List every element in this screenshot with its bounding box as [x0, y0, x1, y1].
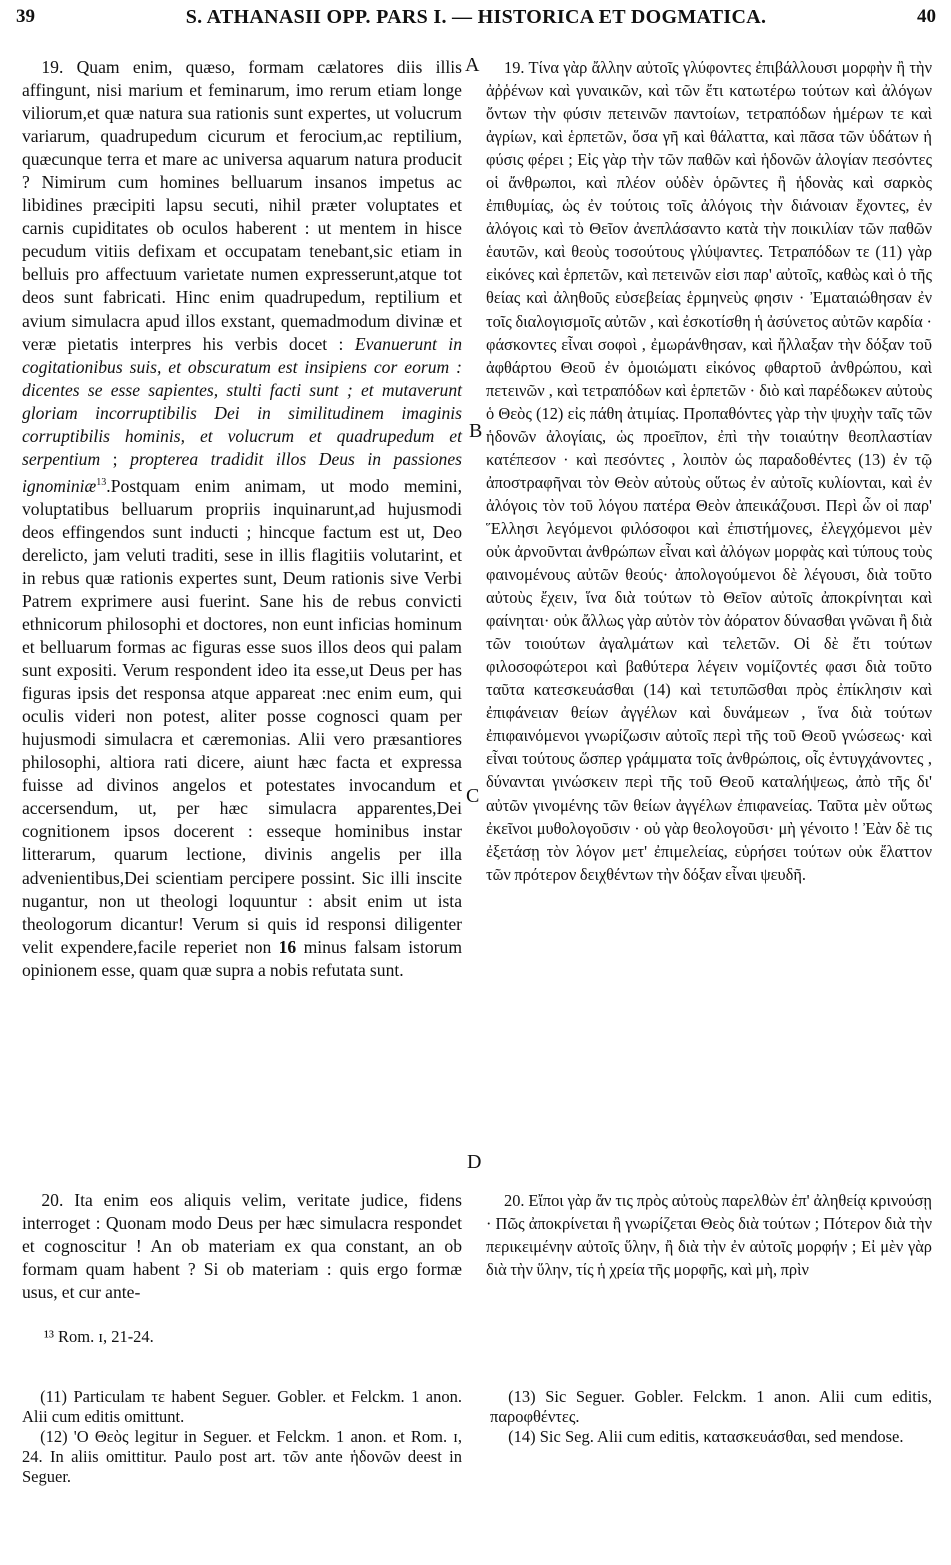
latin-paragraph-20: 20. Ita enim eos aliquis velim, veritate judice, fidens interroget : Quonam modo Deus per hæc simulacra respondet et cognoscitur ! An ob materiam ex qua constant, an ob formam quam habent ? Si ob materiam : quis ergo formæ usus, et cur ante-	[22, 1190, 462, 1303]
footnotes-left	[22, 1387, 462, 1487]
latin-quotation: propterea tradidit illos Deus in passiones ignominiæ	[22, 448, 462, 496]
footnotes-right	[490, 1387, 932, 1447]
footnote-13-variant: (13) Sic Seguer. Gobler. Felckm. 1 anon. Alii cum editis, παροφθέντες.	[490, 1387, 932, 1426]
latin-text: 19. Quam enim, quæso, formam cælatores diis illis affingunt, nisi marium et feminarum, imo rerum etiam longe viliorum,et quæ natura sua rationis sunt expertes, ut volucrum variarum, quadrupedum cicurum et ferocium,ac reptilium, quæcunque terra et mare ac universa aquarum natura producit ? Nimirum cum homines belluarum insanos impetus ac libidines præcipiti lapsu secuti, nihil præter voluptates et carnis cupiditates ob oculos haberent : ut mentem in hisce pecudum vitiis defixam et occupatam tenebant,sic etiam in belluis pro affectuum varietate numen expresserunt,atque tot deos sunt fabricati. Hinc enim quadrupedum, reptilium et avium simulacra apud illos exstant, quemadmodum divinæ et veræ pietatis interpres his verbis docet :	[22, 57, 462, 354]
margin-marker-c: C	[466, 785, 480, 807]
latin-text: minus falsam istorum opinionem esse, quam quæ supra a nobis refutata sunt.	[22, 936, 463, 980]
page-number-left: 39	[16, 6, 35, 27]
latin-quotation: Evanuerunt in cogitationibus suis, et obscuratum est insipiens cor eorum : dicentes se esse sapientes, stulti facti sunt ; et mutaverunt gloriam incorruptibilis Dei in similitudinem imaginis corruptibilis hominis, et volucrum et quadrupedum et serpentium	[22, 333, 462, 469]
latin-paragraph-19	[22, 56, 462, 982]
page-number-right: 40	[917, 6, 936, 27]
latin-column-20	[22, 1189, 462, 1304]
margin-marker-a: A	[465, 54, 480, 76]
footnote-12: (12) 'Ο Θεὸς legitur in Seguer. et Felckm. 1 anon. et Rom. ɪ, 24. In aliis omittitur. Paulo post art. τῶν ante ἡδονῶν deest in Seguer.	[22, 1427, 462, 1486]
footnote-14: (14) Sic Seg. Alii cum editis, κατασκευάσθαι, sed mendose.	[508, 1427, 904, 1446]
greek-paragraph-20: 20. Εἴποι γὰρ ἄν τις πρὸς αὐτοὺς παρελθὼν ἐπ' ἀληθείᾳ κρινούσῃ · Πῶς ἀποκρίνεται ἢ γνωρίζεται Θεὸς διὰ τούτων ; Πότερον διὰ τὴν περικειμένην αὐτοῖς ὕλην, ἢ διὰ τὴν ἐν αὐτοῖς μορφήν ; Εἰ μὲν γὰρ διὰ τὴν ὕλην, τίς ἡ χρεία τῆς μορφῆς, καὶ μὴ, πρὶν	[486, 1191, 932, 1280]
latin-column	[22, 56, 462, 982]
greek-column	[486, 56, 932, 886]
footnote-11: (11) Particulam τε habent Seguer. Gobler. et Felckm. 1 anon. Alii cum editis omittunt.	[22, 1387, 462, 1426]
greek-column-20	[486, 1189, 932, 1281]
footnote-ref-13: 13	[96, 476, 107, 488]
margin-marker-b: B	[469, 420, 483, 442]
margin-marker-d: D	[467, 1151, 482, 1173]
footnote-13: ¹³ Rom. ɪ, 21-24.	[44, 1327, 154, 1346]
running-title: S. ATHANASII OPP. PARS I. — HISTORICA ET DOGMATICA.	[185, 6, 767, 28]
greek-paragraph-19: 19. Τίνα γὰρ ἄλλην αὐτοῖς γλύφοντες ἐπιβάλλουσι μορφὴν ἢ τὴν ἀῤῥένων καὶ γυναικῶν, καὶ τῶν ἔτι κατωτέρω τούτων καὶ ἀλόγων ὄντων τὴν φύσιν πετεινῶν παντοίων, τετραπόδων ἡμέρων τε καὶ ἀγρίων, καὶ ἑρπετῶν, ὅσα γῆ καὶ θάλαττα, καὶ πᾶσα τῶν ὑδάτων ἡ φύσις φέρει ; Εἰς γὰρ τὴν τῶν παθῶν καὶ ἡδονῶν ἀλογίαν πεσόντες οἱ ἄνθρωποι, καὶ πλέον οὐδὲν ὁρῶντες ἢ ἡδονὰς καὶ σαρκὸς ἐπιθυμίας, ὡς ἐν τούτοις τοῖς ἀλόγοις τὴν διάνοιαν ἔχοντες, ἐν ἀλόγοις καὶ τὸ Θεῖον ἀνεπλάσαντο κατὰ τὴν ποικιλίαν τῶν παθῶν ἑαυτῶν, καὶ θεοὺς τοσούτους γλύψαντες. Τετραπόδων τε (11) γὰρ εἰκόνες καὶ ἑρπετῶν, καὶ πετεινῶν εἰσι παρ' αὐτοῖς, καθὼς καὶ ὁ τῆς θείας καὶ ἀληθοῦς εὐσεβείας ἑρμηνεὺς φησιν · Ἐματαιώθησαν ἐν τοῖς διαλογισμοῖς αὐτῶν , καὶ ἐσκοτίσθη ἡ ἀσύνετος αὐτῶν καρδία · φάσκοντες εἶναι σοφοὶ , ἐμωράνθησαν, καὶ ἤλλαξαν τὴν δόξαν τοῦ ἀφθάρτου Θεοῦ ἐν ὁμοιώματι εἰκόνος φθαρτοῦ ἀνθρώπου, καὶ πετεινῶν , καὶ τετραπόδων καὶ ἑρπετῶν · διὸ καὶ παρέδωκεν αὐτοὺς ὁ Θεὸς (12) εἰς πάθη ἀτιμίας. Προπαθόντες γὰρ τὴν ψυχὴν ταῖς τῶν ἡδονῶν ἀλογίαις, ὡς προεῖπον, ἐπὶ τὴν τοιαύτην θεοπλαστίαν κατέπεσον · καὶ πεσόντες , λοιπὸν ὡς παραδοθέντες (13) ἐν τῷ ἀποστραφῆναι τὸν Θεὸν αὐτοὺς οὕτως ἐν αὐτοῖς κυλίονται, καὶ ἐν ἀλόγοις τὸν τοῦ λόγου πατέρα Θεὸν ἀπεικάζουσι. Περὶ ὧν οἱ παρ' Ἕλλησι λεγόμενοι φιλόσοφοι καὶ ἐπιστήμονες, ἐλεγχόμενοι μὲν οὐκ ἀρνοῦνται ἀνθρώπων εἶναι καὶ ἀλόγων μορφὰς καὶ τύπους τοὺς φαινομένους αὐτῶν θεούς· ἀπολογούμενοι δὲ λέγουσι, διὰ τοῦτο αὐτοὺς ἔχειν, ἵνα διὰ τούτων τὸ Θεῖον αὐτοῖς ἀποκρίνηται καὶ φαίνηται· οὐκ ἄλλως γὰρ αὐτὸν τὸν ἀόρατον δύνασθαι γνῶναι ἢ διὰ τῶν τοιούτων ἀγαλμάτων καὶ τελετῶν. Οἱ δὲ ἔτι τούτων φιλοσοφώτεροι καὶ βαθύτερα λέγειν νομίζοντές φασι διὰ τοῦτο ταῦτα κατεσκευάσθαι (14) καὶ τετυπῶσθαι πρὸς ἐπίκλησιν καὶ ἐπιφάνειαν θείων ἀγγέλων καὶ δυνάμεων , ἵνα διὰ τούτων ἐπιφαινόμενοι γνωρίζωσιν αὐτοῖς περὶ τῆς τοῦ Θεοῦ γνώσεως· καὶ εἶναι τούτους ὥσπερ γράμματα τοῖς ἀνθρώποις, οἷς ἐντυγχάνοντες , δύνανται γινώσκειν περὶ τῆς τοῦ Θεοῦ καταλήψεως, ἀπὸ τῆς δι' αὐτῶν γινομένης τῶν θείων ἀγγέλων ἐπιφανείας. Ταῦτα μὲν οὕτως ἐκεῖνοι μυθολογοῦσιν · οὐ γὰρ θεολογοῦσι· μὴ γένοιτο ! Ἐὰν δὲ τις ἐξετάσῃ τὸν λόγον μετ' ἐπιμελείας, εὑρήσει τούτων οὐκ ἔλαττον τῶν πρότερον δειχθέντων τὴν δόξαν εἶναι ψευδῆ.	[486, 58, 932, 884]
bold-marginal-number: 16	[278, 936, 297, 957]
latin-text: .Postquam enim animam, ut modo memini, voluptatibus belluarum propriis inquinarunt,ad hujusmodi deos effingendos sunt inducti ; hincque factum est ut, Deo derelicto, jam veluti traditi, sese in illis flagitiis volutarint, et in rebus quæ rationis expertes sunt, Deum rationis sive Verbi Patrem exprimere ausi fuerint. Sane his de rebus convicti ethnicorum philosophi et doctores, non eunt inficias hominum et belluarum formas ac figuras esse suos illos deos qui palam sunt expositi. Verum respondent ideo ita esse,ut Deus per has figuras ipsis det responsa atque appareat :nec enim eum, qui oculis videri non potest, aliter posse cognosci quam per hujusmodi simulacra et cæremonias. Alii vero præsantiores philosophi, altiora rati dicere, aiunt hæc facta et expressa fuisse ad divinos angelos et potestates invocandum et accersendum, ut, per hæc simulacra apparentes,Dei cognitionem ipsos docerent : esseque hominibus instar litterarum, quarum lectione, divinis angelis per illa advenientibus,Dei scientiam percipere possint. Sic illi inscite nugantur, non ut theologi loquuntur : absit enim ut ista theologorum dicantur! Verum si quis id responsi diligenter velit expendere,facile reperiet non	[22, 475, 462, 957]
page-header	[16, 6, 936, 38]
latin-text: ;	[100, 448, 131, 469]
